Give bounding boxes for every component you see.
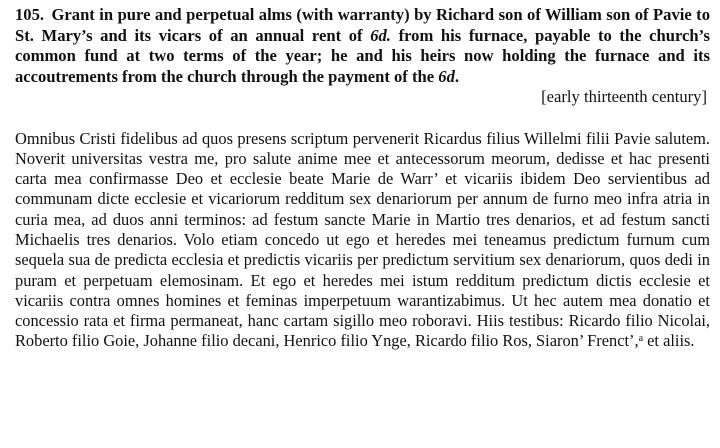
footnote-marker[interactable]: a (638, 333, 644, 345)
heading-text-3: . (454, 66, 460, 86)
heading-amount-1: 6d. (370, 25, 391, 45)
heading-text-1: Grant in pure and perpetual alms (with warranty) by Richard son of William son of Pavie to St. Mary’s and its vicars of an annual rent of (15, 5, 710, 45)
entry-dating: [early thirteenth century] (541, 87, 707, 106)
entry-number: 105. (15, 5, 45, 24)
charter-text (15, 129, 710, 352)
entry-heading (15, 5, 710, 87)
charter-text-main: Omnibus Cristi fidelibus ad quos presens scriptum pervenerit Ricardus filius Willelmi filii Pavie salutem. Noverit universitas vestra me, pro salute anime mee et antecessorum meorum, dedisse et hac presenti carta mea confirmasse Deo et ecclesie beate Marie de Warr’ et vicariis ibidem Deo servientibus ad communam dicte ecclesie et vicariorum redditum sex denariorum per annum de furno meo infra atria in curia mea, ad duos anni terminos: ad festum sancte Marie in Martio tres denarios, et ad festum sancti Michaelis tres denarios. Volo etiam concedo ut ego et heredes mei teneamus predictum furnum cum sequela sua de predicta ecclesia et predictis vicariis per predictum servitium sex denariorum, quos dedi in puram et perpetuam elemosinam. Et ego et heredes mei istum redditum predictum dictis ecclesie et vicariis contra omnes homines et feminas imperpetuum warantizabimus. Ut hec autem mea donatio et concessio rata et firma permaneat, hanc cartam sigillo meo roboravi. Hiis testibus: Ricardo filio Nicolai, Roberto filio Goie, Johanne filio decani, Henrico filio Ynge, Ricardo filio Ros, Siaron’ Frenct’, (15, 128, 710, 351)
charter-text-end: et aliis. (643, 331, 695, 351)
heading-text-2: from his furnace, payable to the church’s common fund at two terms of the year; he and his heirs now holding the furnace and its accoutrements from the church through the payment of the (15, 25, 710, 86)
heading-amount-2: 6d (438, 66, 455, 86)
